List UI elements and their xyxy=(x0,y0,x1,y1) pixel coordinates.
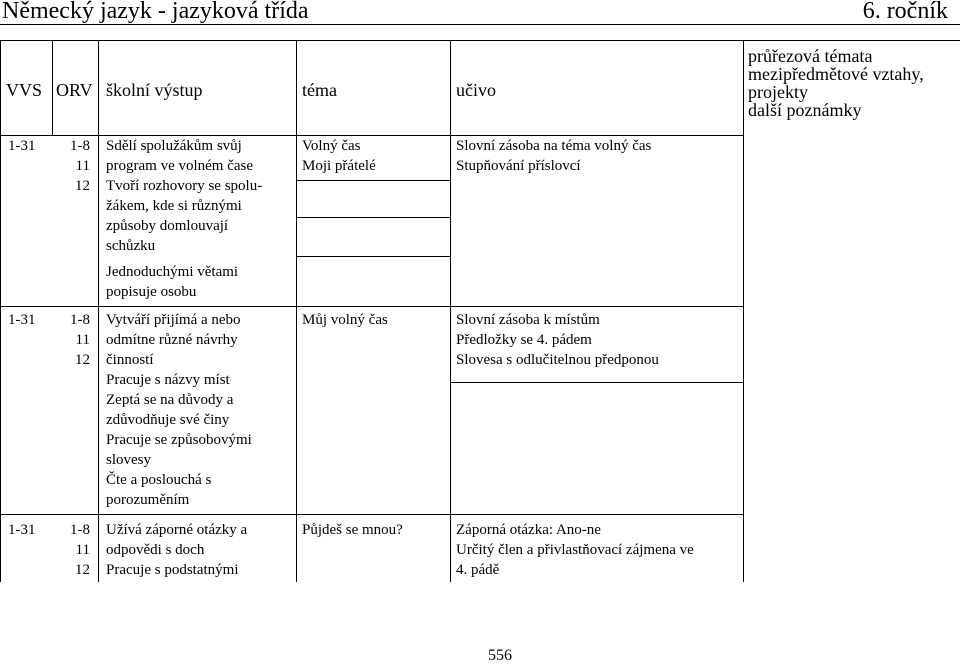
column-header-topic: téma xyxy=(302,80,337,100)
outcome-line: Užívá záporné otázky a xyxy=(106,522,248,538)
topic-cell: Moji přátelé xyxy=(302,158,376,174)
outcome-line: činností xyxy=(106,352,154,368)
vvs-cell: 1-31 xyxy=(8,312,36,328)
outcome-line: popisuje osobu xyxy=(106,284,197,300)
topic-cell: Můj volný čas xyxy=(302,312,388,328)
column-header-outcome: školní výstup xyxy=(106,80,203,100)
orv-cell: 1-8 xyxy=(70,312,90,328)
column-header-vvs: VVS xyxy=(6,80,43,100)
orv-cell: 12 xyxy=(75,352,90,368)
outcome-line: Pracuje se způsobovými xyxy=(106,432,252,448)
notes-header-line: průřezová témata xyxy=(748,46,873,66)
outcome-line: slovesy xyxy=(106,452,151,468)
outcome-line: Pracuje s podstatnými xyxy=(106,562,239,578)
outcome-line: zdůvodňuje své činy xyxy=(106,412,230,428)
orv-cell: 12 xyxy=(75,562,90,578)
curriculum-cell: Určitý člen a přivlastňovací zájmena ve xyxy=(456,542,694,558)
curriculum-cell: Slovesa s odlučitelnou předponou xyxy=(456,352,659,368)
column-header-orv: ORV xyxy=(56,80,93,100)
outcome-line: způsoby domlouvají xyxy=(106,218,229,234)
notes-header-line: projekty xyxy=(748,82,808,102)
topic-cell: Volný čas xyxy=(302,138,361,154)
column-header-curriculum: učivo xyxy=(456,80,496,100)
outcome-line: odpovědi s doch xyxy=(106,542,205,558)
orv-cell: 11 xyxy=(75,542,90,558)
outcome-line: Tvoří rozhovory se spolu- xyxy=(106,178,263,194)
notes-header-line: mezipředmětové vztahy, xyxy=(748,64,924,84)
vvs-cell: 1-31 xyxy=(8,138,36,154)
curriculum-cell: Slovní zásoba k místům xyxy=(456,312,600,328)
notes-header-line: další poznámky xyxy=(748,100,862,120)
outcome-line: Zeptá se na důvody a xyxy=(106,392,234,408)
page-number: 556 xyxy=(488,647,512,664)
orv-cell: 11 xyxy=(75,158,90,174)
outcome-line: Sdělí spolužákům svůj xyxy=(106,138,242,154)
orv-cell: 11 xyxy=(75,332,90,348)
curriculum-cell: 4. pádě xyxy=(456,562,500,578)
orv-cell: 1-8 xyxy=(70,522,90,538)
outcome-line: Pracuje s názvy míst xyxy=(106,372,230,388)
outcome-line: Jednoduchými větami xyxy=(106,264,239,280)
outcome-line: odmítne různé návrhy xyxy=(106,332,238,348)
document-title: Německý jazyk - jazyková třída xyxy=(2,0,309,24)
outcome-line: program ve volném čase xyxy=(106,158,254,174)
curriculum-cell: Záporná otázka: Ano-ne xyxy=(456,522,601,538)
curriculum-cell: Stupňování příslovcí xyxy=(456,158,581,174)
topic-cell: Půjdeš se mnou? xyxy=(302,522,403,538)
outcome-line: porozuměním xyxy=(106,492,190,508)
outcome-line: schůzku xyxy=(106,238,156,254)
outcome-line: Čte a poslouchá s xyxy=(106,472,212,488)
outcome-line: Vytváří přijímá a nebo xyxy=(106,312,241,328)
vvs-cell: 1-31 xyxy=(8,522,36,538)
orv-cell: 1-8 xyxy=(70,138,90,154)
grade-label: 6. ročník xyxy=(862,0,948,24)
curriculum-cell: Předložky se 4. pádem xyxy=(456,332,592,348)
curriculum-cell: Slovní zásoba na téma volný čas xyxy=(456,138,652,154)
orv-cell: 12 xyxy=(75,178,90,194)
outcome-line: žákem, kde si různými xyxy=(106,198,242,214)
